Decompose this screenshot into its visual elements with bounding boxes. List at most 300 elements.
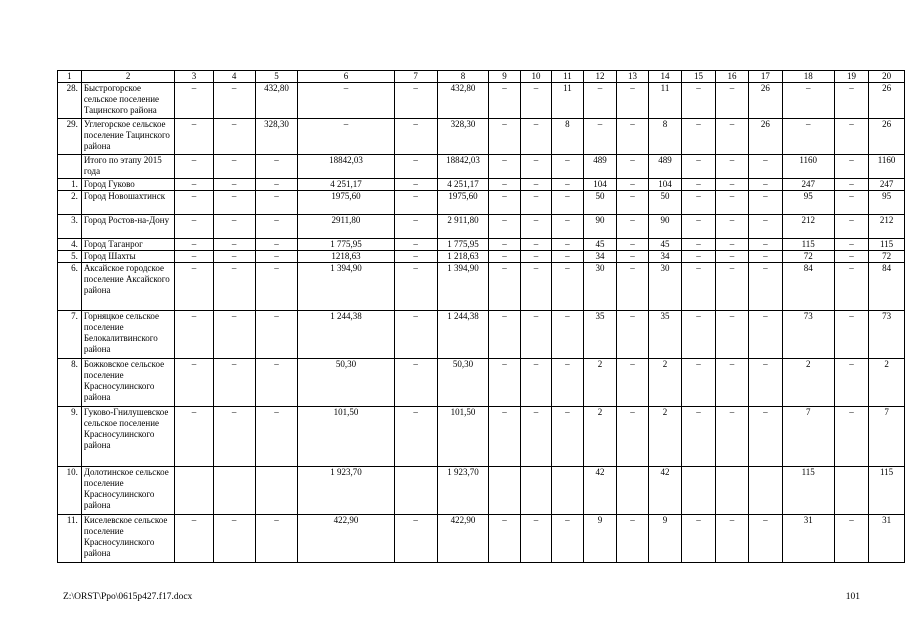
value-cell: – [489, 179, 520, 191]
value-cell: – [552, 215, 583, 239]
municipality-name-cell: Быстрогорское сельское поселение Тацинского района [81, 83, 175, 119]
value-cell: – [782, 119, 834, 155]
value-cell: – [749, 215, 782, 239]
value-cell: – [715, 215, 748, 239]
row-number-cell: 8. [58, 359, 82, 407]
value-cell: – [394, 251, 437, 263]
value-cell: – [715, 191, 748, 215]
value-cell: – [834, 515, 868, 563]
row-number-cell: 29. [58, 119, 82, 155]
value-cell: – [520, 191, 552, 215]
value-cell: – [682, 515, 715, 563]
row-number-cell: 2. [58, 191, 82, 215]
value-cell: – [682, 155, 715, 179]
value-cell: – [834, 359, 868, 407]
value-cell: – [520, 311, 552, 359]
value-cell: – [715, 83, 748, 119]
value-cell: – [213, 83, 255, 119]
value-cell: – [552, 155, 583, 179]
value-cell: 50 [583, 191, 617, 215]
row-number-cell: 4. [58, 239, 82, 251]
value-cell: – [255, 263, 298, 311]
row-number-cell [58, 155, 82, 179]
value-cell: – [489, 311, 520, 359]
header-cell: 8 [437, 71, 489, 83]
header-cell: 1 [58, 71, 82, 83]
row-number-cell: 3. [58, 215, 82, 239]
value-cell: 72 [782, 251, 834, 263]
value-cell: – [489, 251, 520, 263]
value-cell: – [834, 119, 868, 155]
value-cell [175, 467, 213, 515]
table-row [58, 155, 905, 179]
table-row [58, 359, 905, 407]
municipality-name-cell: Город Таганрог [81, 239, 175, 251]
value-cell: – [552, 263, 583, 311]
municipality-name-cell: Город Гуково [81, 179, 175, 191]
header-cell: 10 [520, 71, 552, 83]
value-cell: 45 [648, 239, 682, 251]
value-cell: – [520, 239, 552, 251]
value-cell: 2 [583, 407, 617, 467]
value-cell: 1 923,70 [298, 467, 394, 515]
value-cell: – [749, 191, 782, 215]
value-cell: – [749, 263, 782, 311]
value-cell: – [213, 359, 255, 407]
value-cell: – [715, 119, 748, 155]
value-cell: – [682, 251, 715, 263]
header-cell: 7 [394, 71, 437, 83]
table-row [58, 215, 905, 239]
value-cell: – [834, 407, 868, 467]
value-cell: – [682, 311, 715, 359]
municipality-name-cell: Город Шахты [81, 251, 175, 263]
value-cell: 2 [648, 407, 682, 467]
value-cell: 2911,80 [298, 215, 394, 239]
value-cell: 4 251,17 [298, 179, 394, 191]
value-cell: – [834, 179, 868, 191]
value-cell: – [520, 83, 552, 119]
value-cell: – [489, 155, 520, 179]
value-cell: – [255, 359, 298, 407]
value-cell: 4 251,17 [437, 179, 489, 191]
value-cell: 11 [552, 83, 583, 119]
value-cell: – [715, 311, 748, 359]
value-cell: – [583, 119, 617, 155]
value-cell: – [520, 215, 552, 239]
footer-file-path: Z:\ORST\Ppo\0615p427.f17.docx [63, 592, 193, 602]
value-cell: 26 [869, 119, 905, 155]
value-cell: – [552, 515, 583, 563]
value-cell: 90 [648, 215, 682, 239]
value-cell: – [617, 239, 649, 251]
value-cell: 90 [583, 215, 617, 239]
value-cell: 95 [869, 191, 905, 215]
value-cell: – [175, 263, 213, 311]
value-cell: – [520, 251, 552, 263]
value-cell [394, 467, 437, 515]
value-cell: 42 [583, 467, 617, 515]
value-cell: – [394, 263, 437, 311]
table-row [58, 191, 905, 215]
value-cell: – [552, 191, 583, 215]
value-cell [520, 467, 552, 515]
value-cell: 7 [782, 407, 834, 467]
value-cell: 1160 [782, 155, 834, 179]
value-cell: 31 [869, 515, 905, 563]
table-row [58, 263, 905, 311]
value-cell: 1 394,90 [437, 263, 489, 311]
value-cell: – [520, 359, 552, 407]
value-cell: – [715, 239, 748, 251]
value-cell: 247 [869, 179, 905, 191]
value-cell: – [617, 407, 649, 467]
value-cell: 115 [869, 467, 905, 515]
header-cell: 14 [648, 71, 682, 83]
value-cell: 2 [869, 359, 905, 407]
value-cell: – [255, 215, 298, 239]
value-cell: – [213, 407, 255, 467]
value-cell: 35 [583, 311, 617, 359]
value-cell: – [213, 191, 255, 215]
value-cell: 50,30 [298, 359, 394, 407]
value-cell: 8 [648, 119, 682, 155]
value-cell: – [394, 83, 437, 119]
value-cell: – [489, 359, 520, 407]
value-cell: – [617, 179, 649, 191]
value-cell: 18842,03 [298, 155, 394, 179]
table-row [58, 251, 905, 263]
value-cell [617, 467, 649, 515]
value-cell: 328,30 [255, 119, 298, 155]
value-cell: 42 [648, 467, 682, 515]
value-cell: – [213, 119, 255, 155]
value-cell: 2 [583, 359, 617, 407]
value-cell: 72 [869, 251, 905, 263]
row-number-cell: 6. [58, 263, 82, 311]
value-cell: – [298, 83, 394, 119]
value-cell: 212 [869, 215, 905, 239]
value-cell: – [715, 155, 748, 179]
value-cell: – [255, 515, 298, 563]
value-cell: – [489, 119, 520, 155]
value-cell: – [749, 407, 782, 467]
value-cell: – [298, 119, 394, 155]
value-cell: 115 [782, 467, 834, 515]
header-cell: 5 [255, 71, 298, 83]
row-number-cell: 10. [58, 467, 82, 515]
value-cell: 1975,60 [298, 191, 394, 215]
municipality-name-cell: Итого по этапу 2015 года [81, 155, 175, 179]
header-cell: 6 [298, 71, 394, 83]
value-cell: – [394, 215, 437, 239]
value-cell: 73 [782, 311, 834, 359]
municipality-name-cell: Углегорское сельское поселение Тацинского района [81, 119, 175, 155]
table-row [58, 311, 905, 359]
value-cell: – [715, 251, 748, 263]
value-cell: – [682, 191, 715, 215]
value-cell: 8 [552, 119, 583, 155]
value-cell: – [489, 407, 520, 467]
value-cell: – [682, 215, 715, 239]
value-cell: – [749, 359, 782, 407]
value-cell [749, 467, 782, 515]
value-cell: 34 [583, 251, 617, 263]
value-cell: – [489, 83, 520, 119]
table-row [58, 407, 905, 467]
table-row [58, 83, 905, 119]
value-cell: – [394, 407, 437, 467]
value-cell: – [394, 155, 437, 179]
value-cell: 1160 [869, 155, 905, 179]
value-cell: – [489, 263, 520, 311]
value-cell: – [175, 311, 213, 359]
municipality-name-cell: Горняцкое сельское поселение Белокалитвинского района [81, 311, 175, 359]
header-cell: 17 [749, 71, 782, 83]
value-cell: – [213, 155, 255, 179]
value-cell: – [255, 155, 298, 179]
value-cell: 50 [648, 191, 682, 215]
value-cell: – [617, 83, 649, 119]
value-cell: 35 [648, 311, 682, 359]
value-cell: 422,90 [298, 515, 394, 563]
value-cell: – [175, 515, 213, 563]
value-cell: – [255, 407, 298, 467]
header-cell: 18 [782, 71, 834, 83]
value-cell: – [175, 215, 213, 239]
value-cell: 50,30 [437, 359, 489, 407]
value-cell: – [682, 263, 715, 311]
value-cell: – [213, 179, 255, 191]
value-cell: – [394, 239, 437, 251]
value-cell: – [213, 311, 255, 359]
value-cell: 489 [648, 155, 682, 179]
value-cell: 1 775,95 [298, 239, 394, 251]
value-cell: – [255, 311, 298, 359]
table-row [58, 467, 905, 515]
header-cell: 11 [552, 71, 583, 83]
value-cell: – [175, 251, 213, 263]
value-cell: 30 [648, 263, 682, 311]
value-cell: – [834, 251, 868, 263]
municipality-name-cell: Аксайское городское поселение Аксайского района [81, 263, 175, 311]
value-cell: 31 [782, 515, 834, 563]
value-cell: – [520, 179, 552, 191]
value-cell: – [834, 155, 868, 179]
value-cell: 328,30 [437, 119, 489, 155]
value-cell: 2 [782, 359, 834, 407]
value-cell: 432,80 [255, 83, 298, 119]
value-cell: – [175, 119, 213, 155]
municipality-name-cell: Город Новошахтинск [81, 191, 175, 215]
municipality-name-cell: Долотинское сельское поселение Красносулинского района [81, 467, 175, 515]
value-cell: – [749, 311, 782, 359]
value-cell: – [175, 359, 213, 407]
municipality-name-cell: Гуково-Гнилушевское сельское поселение Красносулинского района [81, 407, 175, 467]
value-cell: – [749, 251, 782, 263]
value-cell: – [834, 239, 868, 251]
value-cell: 1 244,38 [298, 311, 394, 359]
value-cell: 422,90 [437, 515, 489, 563]
value-cell: – [583, 83, 617, 119]
value-cell: – [213, 215, 255, 239]
value-cell: – [394, 515, 437, 563]
value-cell: – [715, 359, 748, 407]
row-number-cell: 1. [58, 179, 82, 191]
value-cell: – [834, 311, 868, 359]
value-cell: – [394, 311, 437, 359]
value-cell: – [489, 515, 520, 563]
footer-page-number: 101 [845, 592, 860, 602]
value-cell: 1 923,70 [437, 467, 489, 515]
row-number-cell: 11. [58, 515, 82, 563]
value-cell: – [834, 191, 868, 215]
value-cell: – [617, 515, 649, 563]
value-cell: – [175, 191, 213, 215]
value-cell: – [175, 407, 213, 467]
municipality-name-cell: Город Ростов-на-Дону [81, 215, 175, 239]
value-cell: 1 775,95 [437, 239, 489, 251]
value-cell: – [749, 239, 782, 251]
header-cell: 12 [583, 71, 617, 83]
value-cell: – [715, 515, 748, 563]
value-cell: – [749, 515, 782, 563]
value-cell: – [520, 155, 552, 179]
value-cell: – [617, 155, 649, 179]
value-cell: – [175, 155, 213, 179]
value-cell: – [617, 215, 649, 239]
municipality-name-cell: Киселевское сельское поселение Красносулинского района [81, 515, 175, 563]
header-cell: 15 [682, 71, 715, 83]
value-cell: – [715, 407, 748, 467]
value-cell: 7 [869, 407, 905, 467]
value-cell: 247 [782, 179, 834, 191]
value-cell: 9 [648, 515, 682, 563]
value-cell: – [552, 239, 583, 251]
value-cell: – [394, 191, 437, 215]
value-cell: – [834, 83, 868, 119]
value-cell: 2 911,80 [437, 215, 489, 239]
value-cell: 101,50 [298, 407, 394, 467]
value-cell: 84 [782, 263, 834, 311]
value-cell: 489 [583, 155, 617, 179]
table-row [58, 239, 905, 251]
value-cell: 101,50 [437, 407, 489, 467]
value-cell: – [552, 407, 583, 467]
row-number-cell: 7. [58, 311, 82, 359]
value-cell [682, 467, 715, 515]
value-cell [255, 467, 298, 515]
value-cell: – [682, 359, 715, 407]
value-cell [213, 467, 255, 515]
value-cell: – [782, 83, 834, 119]
table-row [58, 515, 905, 563]
value-cell: 212 [782, 215, 834, 239]
value-cell: – [617, 191, 649, 215]
value-cell: – [489, 191, 520, 215]
value-cell: 45 [583, 239, 617, 251]
header-cell: 13 [617, 71, 649, 83]
value-cell: – [715, 179, 748, 191]
value-cell: – [255, 179, 298, 191]
value-cell: – [715, 263, 748, 311]
value-cell: – [520, 515, 552, 563]
table-row [58, 179, 905, 191]
value-cell: – [394, 179, 437, 191]
value-cell: 30 [583, 263, 617, 311]
value-cell: – [213, 239, 255, 251]
value-cell [834, 467, 868, 515]
value-cell: – [213, 263, 255, 311]
value-cell: 9 [583, 515, 617, 563]
value-cell: 84 [869, 263, 905, 311]
value-cell: – [175, 83, 213, 119]
value-cell: 2 [648, 359, 682, 407]
value-cell: 26 [749, 83, 782, 119]
value-cell [489, 467, 520, 515]
value-cell: 18842,03 [437, 155, 489, 179]
value-cell: – [213, 251, 255, 263]
header-cell: 3 [175, 71, 213, 83]
value-cell: – [520, 263, 552, 311]
value-cell [552, 467, 583, 515]
value-cell: – [749, 155, 782, 179]
header-cell: 16 [715, 71, 748, 83]
value-cell: – [552, 359, 583, 407]
value-cell: – [255, 251, 298, 263]
value-cell: 34 [648, 251, 682, 263]
value-cell: – [213, 515, 255, 563]
value-cell: – [617, 263, 649, 311]
value-cell: – [749, 179, 782, 191]
header-cell: 4 [213, 71, 255, 83]
value-cell: 1975,60 [437, 191, 489, 215]
value-cell: – [834, 215, 868, 239]
municipality-name-cell: Божковское сельское поселение Красносулинского района [81, 359, 175, 407]
value-cell: – [682, 119, 715, 155]
value-cell: – [682, 407, 715, 467]
value-cell: 26 [869, 83, 905, 119]
data-table [57, 70, 905, 563]
value-cell: – [255, 239, 298, 251]
value-cell: 1 218,63 [437, 251, 489, 263]
header-cell: 2 [81, 71, 175, 83]
value-cell: 95 [782, 191, 834, 215]
value-cell: – [394, 359, 437, 407]
value-cell: 115 [782, 239, 834, 251]
value-cell: – [175, 239, 213, 251]
value-cell: – [552, 311, 583, 359]
value-cell: – [834, 263, 868, 311]
value-cell: 1 394,90 [298, 263, 394, 311]
header-cell: 20 [869, 71, 905, 83]
value-cell: – [552, 179, 583, 191]
value-cell: 104 [648, 179, 682, 191]
value-cell: – [520, 119, 552, 155]
value-cell: 115 [869, 239, 905, 251]
value-cell: – [682, 239, 715, 251]
value-cell: – [175, 179, 213, 191]
value-cell: 432,80 [437, 83, 489, 119]
value-cell: – [255, 191, 298, 215]
row-number-cell: 5. [58, 251, 82, 263]
row-number-cell: 28. [58, 83, 82, 119]
value-cell: 73 [869, 311, 905, 359]
value-cell: 1 244,38 [437, 311, 489, 359]
value-cell: – [682, 179, 715, 191]
value-cell: 26 [749, 119, 782, 155]
value-cell: – [617, 119, 649, 155]
